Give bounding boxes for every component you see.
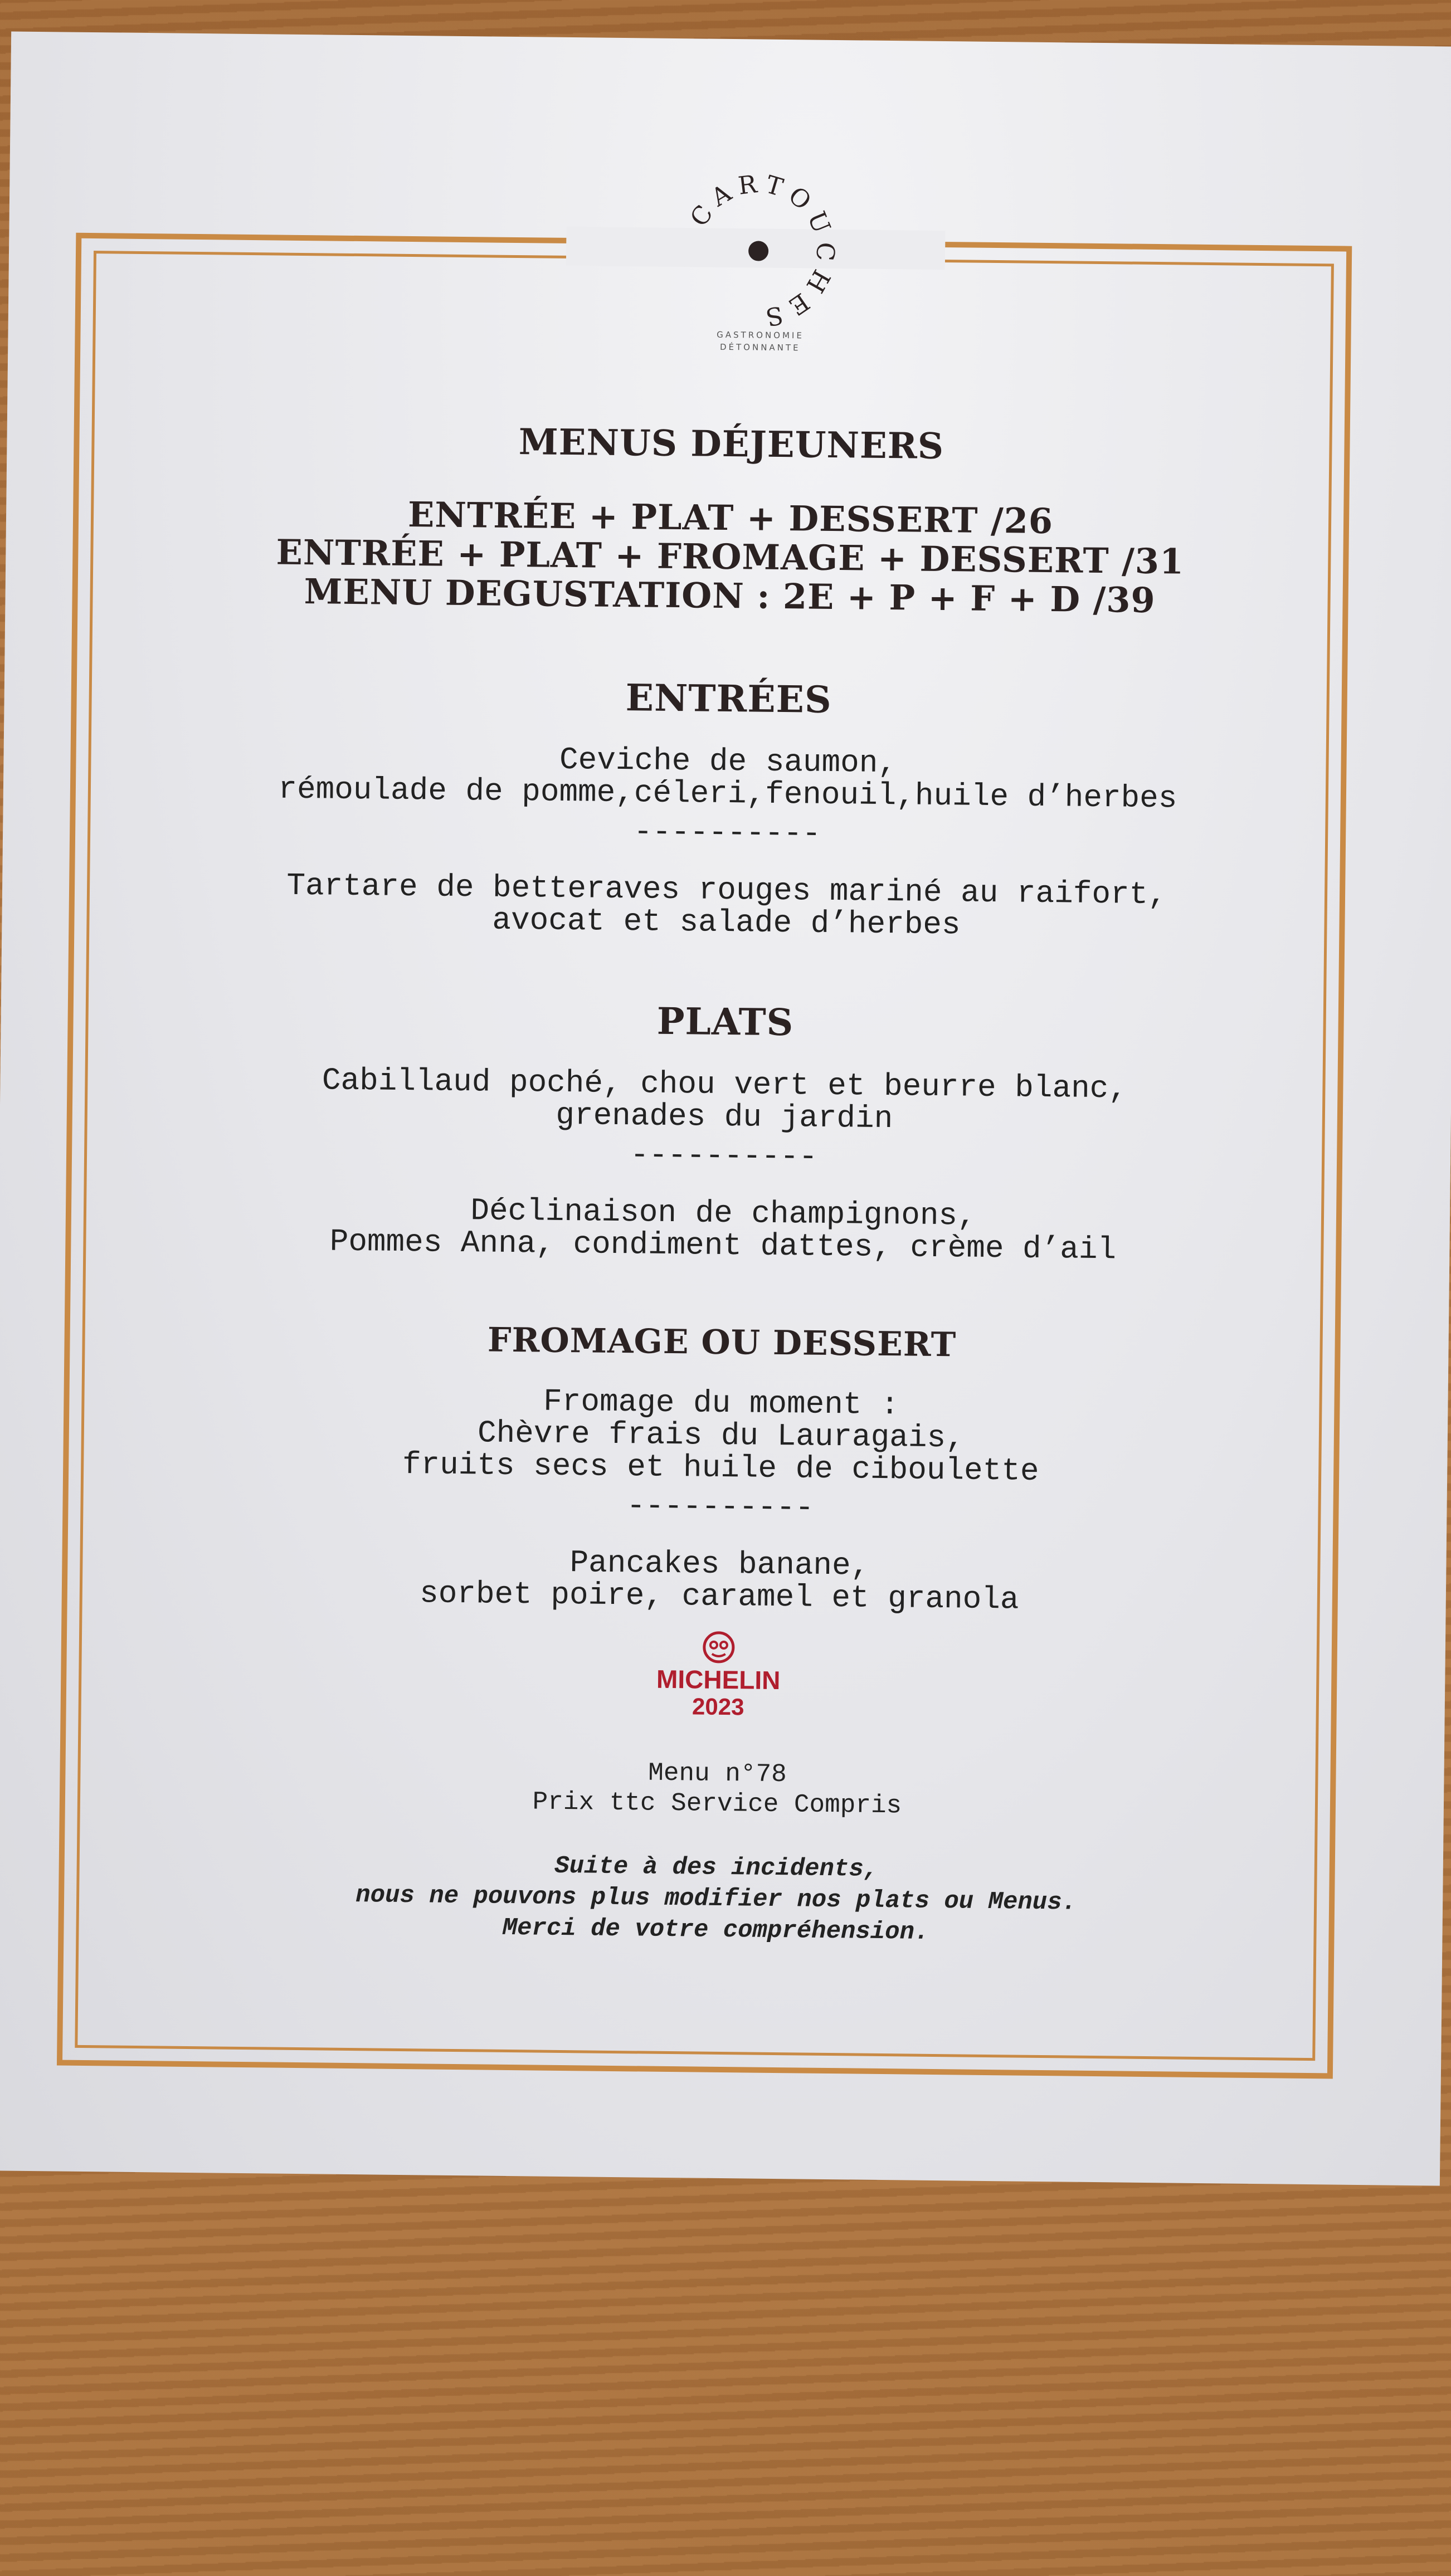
dish-line: Pancakes banane, [569,1545,870,1584]
dish-line: Pommes Anna, condiment dattes, crème d’ail [329,1223,1117,1268]
dish-line: Cabillaud poché, chou vert et beurre blanc, [322,1062,1128,1107]
dish-line: fruits secs et huile de ciboulette [402,1446,1039,1489]
dish-fromage [108,1380,1335,1490]
logo-text: CARTOUCHES [684,169,840,333]
notice-line: nous ne pouvons plus modifier nos plats ou Menus. [356,1881,1077,1917]
dish-plat-2 [110,1191,1336,1268]
dish-line: Tartare de betteraves rouges mariné au raifort, [286,867,1167,913]
formules-list [116,492,1343,622]
dish-dessert [106,1541,1333,1619]
menu-content [103,362,1345,1953]
michelin-bibendum-icon [701,1629,737,1666]
formule-item: ENTRÉE + PLAT + DESSERT /26 [407,494,1054,542]
michelin-name: MICHELIN [656,1664,781,1695]
cartouches-logo [674,167,843,335]
dish-separator: ---------- [633,814,821,852]
dish-separator: ---------- [630,1137,818,1175]
formule-item: MENU DEGUSTATION : 2E + P + F + D /39 [304,571,1156,621]
menu-footer [104,1752,1331,1825]
logo-dot [748,241,768,261]
section-title-fromage-dessert: FROMAGE OU DESSERT [487,1320,957,1365]
dish-entree-2 [113,867,1340,945]
michelin-year: 2023 [692,1693,744,1720]
michelin-badge [105,1623,1332,1726]
menu-number: Menu n°78 [647,1758,787,1789]
dish-line: grenades du jardin [556,1097,893,1137]
dish-line: Fromage du moment : [543,1383,900,1423]
dish-line: Déclinaison de champignons, [470,1193,977,1234]
dish-line: Chèvre frais du Lauragais, [477,1415,965,1456]
menus-title: MENUS DÉJEUNERS [518,421,944,468]
dish-line: avocat et salade d’herbes [492,902,961,943]
section-title-plats: PLATS [656,999,794,1045]
menu-paper [0,31,1451,2185]
notice-line: Merci de votre compréhension. [502,1914,929,1946]
section-title-entrees: ENTRÉES [625,676,832,721]
dish-plat-1 [111,1062,1338,1139]
formule-item: ENTRÉE + PLAT + FROMAGE + DESSERT /31 [276,531,1185,582]
dish-line: rémoulade de pomme,céleri,fenouil,huile d’herbes [278,771,1177,817]
price-note: Prix ttc Service Compris [532,1787,902,1821]
incident-notice [103,1846,1330,1952]
tagline-line1: GASTRONOMIE [717,329,804,341]
dish-line: Ceviche de saumon, [559,741,897,782]
dish-separator: ---------- [626,1488,814,1526]
dish-entree-1 [115,739,1341,816]
dish-line: sorbet poire, caramel et granola [419,1575,1019,1618]
tagline-line2: DÉTONNANTE [719,341,801,353]
brand-tagline [621,328,899,355]
notice-line: Suite à des incidents, [554,1852,879,1884]
